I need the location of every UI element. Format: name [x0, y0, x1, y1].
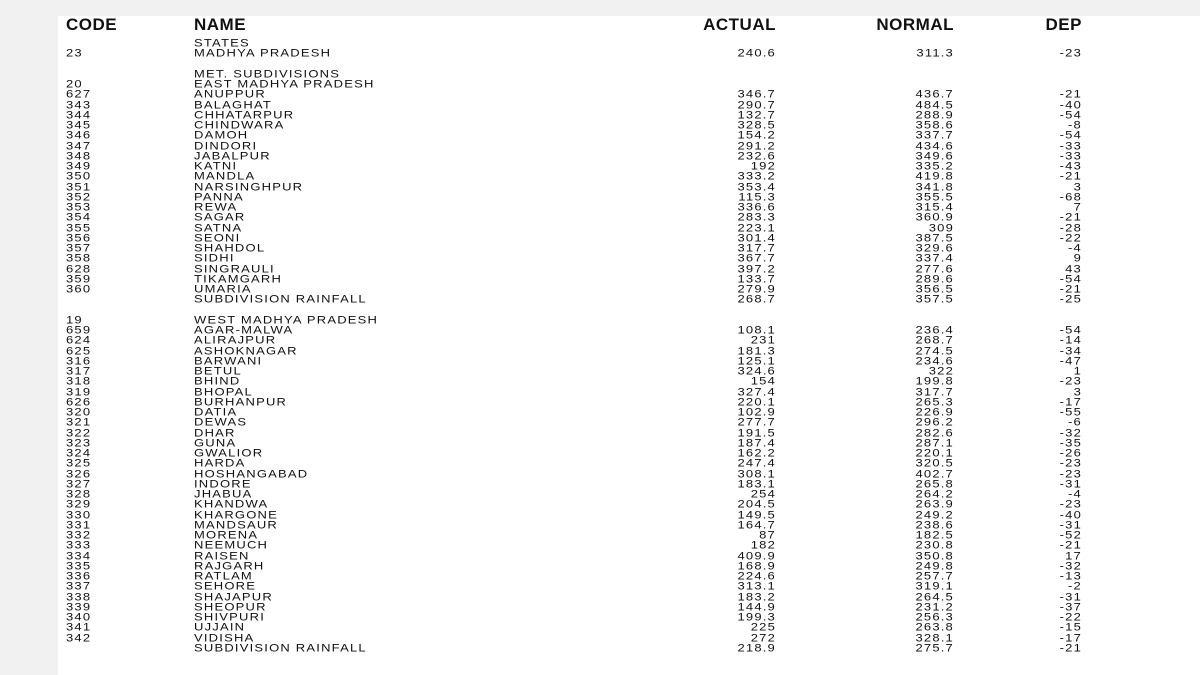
cell-code: 328	[66, 487, 92, 501]
cell-dep: -8	[1068, 118, 1082, 132]
cell-normal: 341.8	[915, 179, 954, 193]
cell-name: NEEMUCH	[194, 538, 269, 552]
header-code: CODE	[66, 15, 118, 34]
cell-name: JABALPUR	[194, 149, 271, 162]
cell-name: SEONI	[194, 231, 241, 244]
cell-code: 326	[66, 466, 92, 480]
cell-code: 353	[66, 200, 92, 214]
cell-code: 347	[66, 138, 92, 152]
cell-dep: -22	[1059, 610, 1082, 624]
cell-normal: 289.6	[915, 272, 954, 285]
cell-name: DEWAS	[194, 415, 248, 429]
cell-actual: 220.1	[737, 395, 776, 408]
cell-actual: 168.9	[737, 559, 776, 572]
cell-normal: 226.9	[915, 405, 954, 419]
cell-dep: -25	[1059, 292, 1082, 306]
cell-dep: -17	[1059, 395, 1082, 408]
cell-normal: 434.6	[915, 138, 954, 152]
cell-normal: 230.8	[915, 538, 954, 552]
cell-name: BETUL	[194, 364, 242, 378]
cell-code: 23	[66, 46, 83, 60]
cell-actual: 397.2	[737, 261, 776, 275]
cell-actual: 367.7	[737, 251, 776, 265]
cell-name: MANDSAUR	[194, 518, 278, 531]
cell-normal: 309	[928, 220, 954, 234]
cell-actual: 154.2	[737, 128, 776, 142]
cell-normal: 484.5	[915, 97, 954, 111]
cell-code: 625	[66, 343, 92, 357]
cell-name: SHIVPURI	[194, 610, 266, 624]
cell-actual: 181.3	[737, 343, 776, 357]
cell-dep: 43	[1065, 261, 1082, 275]
cell-code: 346	[66, 128, 92, 142]
cell-normal: 268.7	[915, 333, 954, 347]
cell-normal: 337.7	[915, 128, 954, 142]
cell-code: 316	[66, 354, 92, 367]
cell-normal: 199.8	[915, 374, 954, 388]
cell-normal: 315.4	[915, 200, 954, 214]
cell-normal: 220.1	[915, 446, 954, 460]
cell-actual: 183.2	[737, 589, 776, 603]
cell-dep: -35	[1059, 436, 1082, 449]
cell-name: MET. SUBDIVISIONS	[194, 67, 341, 80]
cell-code: 333	[66, 538, 92, 552]
cell-normal: 337.4	[915, 251, 954, 265]
cell-name: UMARIA	[194, 282, 252, 296]
cell-dep: -4	[1068, 241, 1082, 255]
cell-dep: -31	[1059, 477, 1082, 490]
cell-dep: -23	[1059, 46, 1082, 60]
cell-actual: 328.5	[737, 118, 776, 132]
cell-code: 320	[66, 405, 92, 419]
cell-normal: 360.9	[915, 210, 954, 224]
cell-dep: -33	[1059, 149, 1082, 162]
cell-normal: 264.2	[915, 487, 954, 501]
cell-code: 345	[66, 118, 92, 132]
cell-name: PANNA	[194, 190, 244, 203]
cell-actual: 301.4	[737, 231, 776, 244]
cell-actual: 327.4	[737, 384, 776, 398]
cell-name: ALIRAJPUR	[194, 333, 277, 347]
cell-actual: 290.7	[737, 97, 776, 111]
cell-name: SHAJAPUR	[194, 589, 273, 603]
header-normal: NORMAL	[876, 15, 954, 34]
cell-code: 659	[66, 323, 92, 337]
cell-actual: 353.4	[737, 179, 776, 193]
cell-actual: 308.1	[737, 466, 776, 480]
cell-normal: 357.5	[915, 292, 954, 306]
cell-actual: 277.7	[737, 415, 776, 429]
cell-code: 339	[66, 600, 92, 613]
cell-actual: 199.3	[737, 610, 776, 624]
cell-dep: 3	[1073, 384, 1082, 398]
cell-normal: 238.6	[915, 518, 954, 531]
cell-actual: 149.5	[737, 507, 776, 521]
cell-code: 335	[66, 559, 92, 572]
cell-code: 331	[66, 518, 92, 531]
cell-dep: -43	[1059, 159, 1082, 173]
cell-actual: 336.6	[737, 200, 776, 214]
cell-name: MORENA	[194, 528, 259, 542]
cell-dep: -55	[1059, 405, 1082, 419]
cell-name: SEHORE	[194, 579, 257, 593]
cell-normal: 402.7	[915, 466, 954, 480]
cell-normal: 335.2	[915, 159, 954, 173]
cell-code: 344	[66, 108, 92, 121]
cell-dep: -52	[1059, 528, 1082, 542]
table-row	[58, 641, 1200, 654]
cell-code: 337	[66, 579, 92, 593]
cell-actual: 187.4	[737, 436, 776, 449]
cell-dep: -21	[1059, 169, 1082, 183]
cell-actual: 254	[750, 487, 776, 501]
cell-dep: -23	[1059, 497, 1082, 511]
cell-actual: 324.6	[737, 364, 776, 378]
cell-code: 340	[66, 610, 92, 624]
cell-code: 359	[66, 272, 92, 285]
cell-name: RATLAM	[194, 569, 253, 583]
cell-normal: 277.6	[915, 261, 954, 275]
cell-dep: -13	[1059, 569, 1082, 583]
table-header	[58, 16, 1200, 34]
cell-code: 626	[66, 395, 92, 408]
cell-name: CHHATARPUR	[194, 108, 295, 121]
cell-actual: 164.7	[737, 518, 776, 531]
cell-code: 360	[66, 282, 92, 296]
cell-normal: 419.8	[915, 169, 954, 183]
cell-dep: -15	[1059, 620, 1082, 634]
cell-code: 356	[66, 231, 92, 244]
header-dep: DEP	[1045, 15, 1082, 34]
cell-dep: -54	[1059, 272, 1082, 285]
cell-name: KHANDWA	[194, 497, 269, 511]
cell-actual: 144.9	[737, 600, 776, 613]
cell-actual: 191.5	[737, 425, 776, 439]
cell-name: BHOPAL	[194, 384, 253, 398]
cell-dep: -32	[1059, 559, 1082, 572]
cell-actual: 162.2	[737, 446, 776, 460]
cell-code: 358	[66, 251, 92, 265]
cell-code: 20	[66, 77, 83, 91]
cell-normal: 287.1	[915, 436, 954, 449]
cell-dep: -23	[1059, 466, 1082, 480]
cell-code: 338	[66, 589, 92, 603]
cell-normal: 264.5	[915, 589, 954, 603]
cell-name: WEST MADHYA PRADESH	[194, 313, 379, 326]
cell-name: KATNI	[194, 159, 238, 173]
cell-name: SATNA	[194, 220, 243, 234]
cell-dep: -22	[1059, 231, 1082, 244]
cell-dep: -54	[1059, 128, 1082, 142]
cell-code: 349	[66, 159, 92, 173]
cell-code: 355	[66, 220, 92, 234]
cell-normal: 356.5	[915, 282, 954, 296]
cell-normal: 234.6	[915, 354, 954, 367]
cell-dep: -32	[1059, 425, 1082, 439]
cell-dep: -68	[1059, 190, 1082, 203]
cell-dep: -17	[1059, 630, 1082, 644]
cell-name: DHAR	[194, 425, 236, 439]
cell-name: UJJAIN	[194, 620, 246, 634]
cell-normal: 282.6	[915, 425, 954, 439]
cell-dep: -6	[1068, 415, 1082, 429]
cell-normal: 387.5	[915, 231, 954, 244]
cell-dep: -31	[1059, 518, 1082, 531]
cell-actual: 183.1	[737, 477, 776, 490]
cell-normal: 249.2	[915, 507, 954, 521]
cell-dep: 1	[1073, 364, 1082, 378]
cell-dep: 7	[1073, 200, 1082, 214]
cell-dep: -2	[1068, 579, 1082, 593]
cell-code: 319	[66, 384, 92, 398]
cell-dep: -34	[1059, 343, 1082, 357]
cell-actual: 268.7	[737, 292, 776, 306]
cell-actual: 247.4	[737, 456, 776, 470]
cell-normal: 249.8	[915, 559, 954, 572]
cell-name: SIDHI	[194, 251, 235, 265]
cell-code: 334	[66, 548, 92, 562]
cell-code: 627	[66, 87, 92, 101]
cell-actual: 313.1	[737, 579, 776, 593]
cell-code: 341	[66, 620, 92, 634]
cell-actual: 223.1	[737, 220, 776, 234]
cell-normal: 257.7	[915, 569, 954, 583]
cell-normal: 349.6	[915, 149, 954, 162]
cell-code: 348	[66, 149, 92, 162]
cell-actual: 115.3	[738, 190, 776, 203]
header-name: NAME	[194, 15, 247, 34]
cell-name: MANDLA	[194, 169, 256, 183]
cell-name: INDORE	[194, 477, 252, 490]
cell-name: SAGAR	[194, 210, 246, 224]
cell-dep: -54	[1059, 108, 1082, 121]
cell-code: 350	[66, 169, 92, 183]
cell-code: 624	[66, 333, 92, 347]
cell-dep: -33	[1059, 138, 1082, 152]
cell-dep: -40	[1059, 97, 1082, 111]
cell-code: 325	[66, 456, 92, 470]
cell-name: STATES	[194, 36, 250, 50]
cell-normal: 436.7	[915, 87, 954, 101]
cell-dep: -21	[1059, 538, 1082, 552]
cell-name: BHIND	[194, 374, 241, 388]
cell-dep: -47	[1059, 354, 1082, 367]
cell-name: VIDISHA	[194, 630, 255, 644]
cell-code: 342	[66, 630, 92, 644]
cell-normal: 317.7	[915, 384, 954, 398]
cell-actual: 291.2	[737, 138, 776, 152]
cell-dep: 9	[1073, 251, 1082, 265]
cell-actual: 333.2	[737, 169, 776, 183]
cell-actual: 232.6	[737, 149, 776, 162]
cell-dep: 17	[1065, 548, 1082, 562]
cell-normal: 355.5	[915, 190, 954, 203]
cell-name: CHINDWARA	[194, 118, 285, 132]
cell-code: 321	[66, 415, 92, 429]
cell-name: HOSHANGABAD	[194, 466, 309, 480]
cell-name: EAST MADHYA PRADESH	[194, 77, 375, 91]
cell-code: 330	[66, 507, 92, 521]
cell-name: ANUPPUR	[194, 87, 266, 101]
cell-normal: 263.9	[915, 497, 954, 511]
cell-name: REWA	[194, 200, 238, 214]
cell-name: DAMOH	[194, 128, 249, 142]
cell-name: MADHYA PRADESH	[194, 46, 332, 60]
cell-normal: 265.3	[915, 395, 954, 408]
cell-normal: 263.8	[915, 620, 954, 634]
cell-name: GWALIOR	[194, 446, 264, 460]
cell-name: ASHOKNAGAR	[194, 343, 298, 357]
cell-dep: -4	[1068, 487, 1082, 501]
cell-actual: 154	[750, 374, 776, 388]
cell-actual: 317.7	[737, 241, 776, 255]
cell-actual: 133.7	[737, 272, 776, 285]
cell-normal: 350.8	[915, 548, 954, 562]
cell-name: DATIA	[194, 405, 238, 419]
cell-dep: -23	[1059, 374, 1082, 388]
cell-dep: -26	[1059, 446, 1082, 460]
cell-normal: 320.5	[915, 456, 954, 470]
cell-actual: 240.6	[737, 46, 776, 60]
cell-name: SUBDIVISION RAINFALL	[194, 641, 367, 654]
cell-name: TIKAMGARH	[194, 272, 283, 285]
cell-normal: 329.6	[915, 241, 954, 255]
cell-normal: 319.1	[915, 579, 954, 593]
cell-dep: -21	[1059, 282, 1082, 296]
cell-normal: 322	[928, 364, 954, 378]
cell-code: 322	[66, 425, 92, 439]
cell-actual: 283.3	[737, 210, 776, 224]
cell-actual: 108.1	[737, 323, 776, 337]
cell-normal: 311.3	[916, 46, 954, 60]
cell-name: RAISEN	[194, 548, 250, 562]
cell-name: BALAGHAT	[194, 97, 272, 111]
cell-code: 352	[66, 190, 92, 203]
cell-name: KHARGONE	[194, 507, 279, 521]
cell-code: 327	[66, 477, 92, 490]
cell-code: 343	[66, 97, 92, 111]
cell-code: 354	[66, 210, 92, 224]
cell-actual: 224.6	[737, 569, 776, 583]
cell-normal: 358.6	[915, 118, 954, 132]
cell-name: DINDORI	[194, 138, 258, 152]
cell-name: BARWANI	[194, 354, 263, 367]
cell-dep: -14	[1059, 333, 1082, 347]
cell-code: 324	[66, 446, 92, 460]
cell-actual: 218.9	[737, 641, 776, 654]
cell-actual: 125.1	[737, 354, 776, 367]
cell-name: SHAHDOL	[194, 241, 266, 255]
cell-dep: -21	[1059, 641, 1082, 654]
cell-actual: 409.9	[737, 548, 776, 562]
cell-code: 357	[66, 241, 92, 255]
cell-actual: 204.5	[737, 497, 776, 511]
cell-code: 323	[66, 436, 92, 449]
cell-code: 317	[66, 364, 92, 378]
cell-name: HARDA	[194, 456, 246, 470]
cell-actual: 102.9	[737, 405, 776, 419]
cell-dep: -37	[1059, 600, 1082, 613]
cell-name: SUBDIVISION RAINFALL	[194, 292, 367, 306]
cell-normal: 275.7	[915, 641, 954, 654]
cell-name: NARSINGHPUR	[194, 179, 304, 193]
cell-dep: -31	[1059, 589, 1082, 603]
cell-actual: 272	[750, 630, 776, 644]
cell-normal: 182.5	[915, 528, 954, 542]
cell-normal: 236.4	[915, 323, 954, 337]
cell-actual: 231	[750, 333, 776, 347]
cell-dep: -40	[1059, 507, 1082, 521]
cell-normal: 296.2	[915, 415, 954, 429]
cell-code: 628	[66, 261, 92, 275]
cell-name: SINGRAULI	[194, 261, 275, 275]
cell-actual: 87	[759, 528, 776, 542]
rainfall-document	[58, 16, 1200, 675]
cell-actual: 225	[750, 620, 776, 634]
cell-actual: 132.7	[737, 108, 776, 121]
header-actual: ACTUAL	[703, 15, 776, 34]
cell-normal: 231.2	[915, 600, 954, 613]
cell-dep: -23	[1059, 456, 1082, 470]
cell-name: BURHANPUR	[194, 395, 288, 408]
cell-name: AGAR-MALWA	[194, 323, 294, 337]
cell-normal: 256.3	[915, 610, 954, 624]
cell-name: SHEOPUR	[194, 600, 267, 613]
cell-dep: -54	[1059, 323, 1082, 337]
cell-dep: -28	[1059, 220, 1082, 234]
cell-dep: -21	[1059, 87, 1082, 101]
cell-dep: -21	[1059, 210, 1082, 224]
cell-normal: 328.1	[915, 630, 954, 644]
cell-actual: 346.7	[737, 87, 776, 101]
cell-code: 336	[66, 569, 92, 583]
cell-actual: 192	[750, 159, 776, 173]
cell-code: 329	[66, 497, 92, 511]
cell-code: 332	[66, 528, 92, 542]
cell-normal: 274.5	[915, 343, 954, 357]
cell-normal: 265.8	[915, 477, 954, 490]
cell-actual: 279.9	[737, 282, 776, 296]
cell-name: RAJGARH	[194, 559, 265, 572]
cell-name: GUNA	[194, 436, 237, 449]
cell-dep: 3	[1073, 179, 1082, 193]
cell-code: 351	[66, 179, 92, 193]
table-row	[58, 292, 1200, 306]
cell-code: 19	[66, 313, 83, 326]
cell-actual: 182	[750, 538, 776, 552]
cell-name: JHABUA	[194, 487, 253, 501]
cell-normal: 288.9	[915, 108, 954, 121]
table-row	[58, 46, 1200, 60]
cell-code: 318	[66, 374, 92, 388]
